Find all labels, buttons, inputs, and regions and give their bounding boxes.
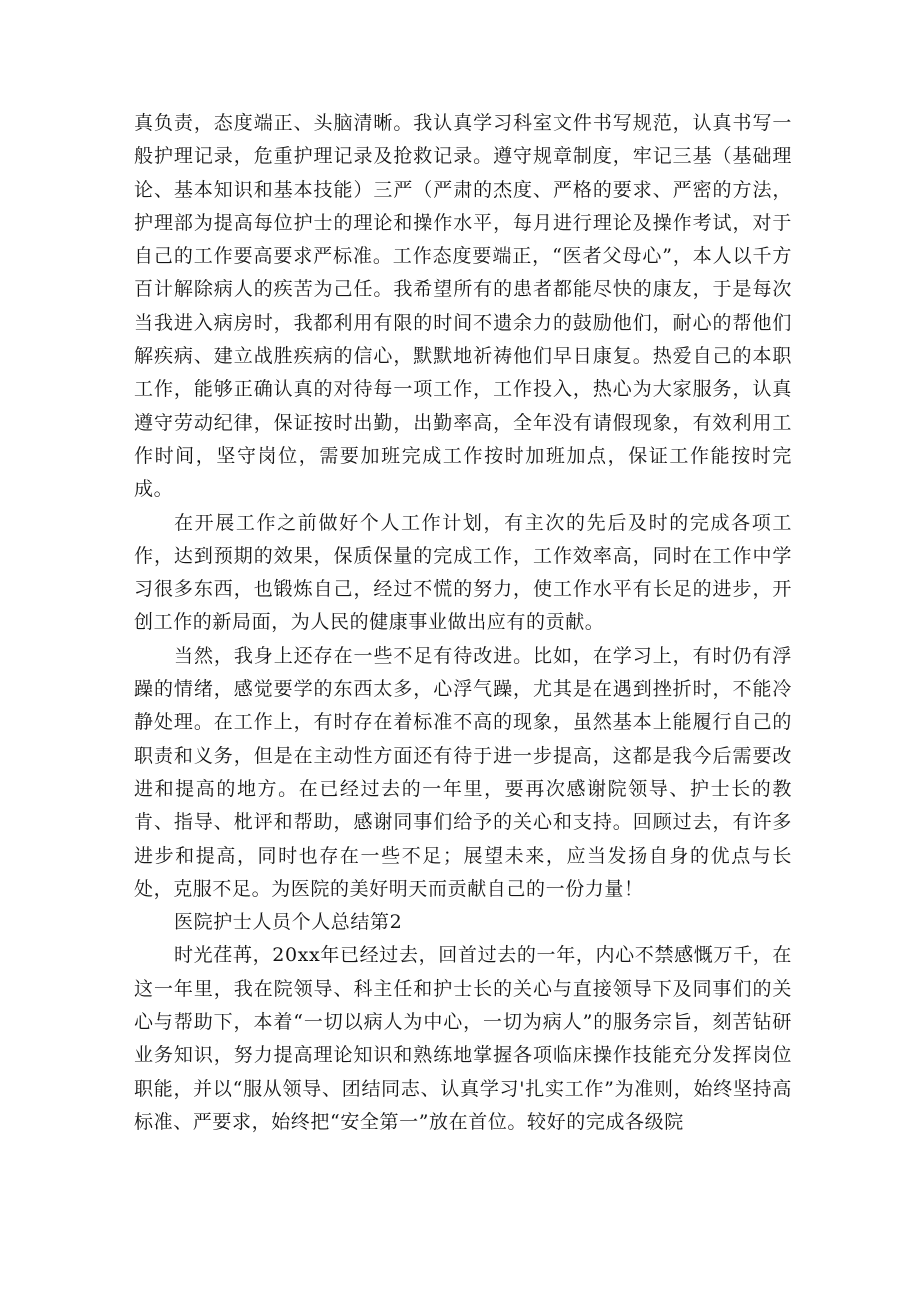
body-paragraph-1: 真负责，态度端正、头脑清晰。我认真学习科室文件书写规范，认真书写一般护理记录，危重护理记录及抢救记录。遵守规章制度，牢记三基（基础理论、基本知识和基本技能）三严（严肃的杰度、严格的要求、严密的方法，护理部为提高每位护士的理论和操作水平，每月进行理论及操作考试，对于自己的工作要高要求严标准。工作态度要端正，“医者父母心”，本人以千方百计解除病人的疾苦为己任。我希望所有的患者都能尽快的康友，于是每次当我进入病房时，我都利用有限的时间不遗余力的鼓励他们，耐心的帮他们解疾病、建立战胜疾病的信心，默默地祈祷他们早日康复。热爱自己的本职工作，能够正确认真的对待每一项工作，工作投入，热心为大家服务，认真遵守劳动纪律，保证按时出勤，出勤率高，全年没有请假现象，有效利用工作时间，坚守岗位，需要加班完成工作按时加班加点，保证工作能按时完成。 bbox=[134, 112, 792, 501]
body-paragraph-3: 当然，我身上还存在一些不足有待改进。比如，在学习上，有时仍有浮躁的情绪，感觉要学的东西太多，心浮气躁，尤其是在遇到挫折时，不能冷静处理。在工作上，有时存在着标准不高的现象，虽然基本上能履行自己的职责和义务，但是在主动性方面还有待于进一步提高，这都是我今后需要改进和提高的地方。在已经过去的一年里，要再次感谢院领导、护士长的教肯、指导、枇评和帮助，感谢同事们给予的关心和支持。回顾过去，有许多进步和提高，同时也存在一些不足；展望未来，应当发扬自身的优点与长处，克服不足。为医院的美好明天而贡献自己的一份力量！ bbox=[134, 644, 792, 900]
section-heading: 医院护士人员个人总结第2 bbox=[174, 911, 403, 934]
section-paragraph: 时光荏苒，20xx年已经过去，回首过去的一年，内心不禁感慨万千，在这一年里，我在院领导、科主任和护士长的关心与直接领导下及同事们的关心与帮助下，本着“一切以病人为中心，一切为病人”的服务宗旨，刻苦钻研业务知识，努力提高理论知识和熟练地掌握各项临床操作技能充分发挥岗位职能，并以“服从领导、团结同志、认真学习'扎实工作”为准则，始终坚持高标准、严要求，始终把“安全第一”放在首位。较好的完成各级院 bbox=[134, 944, 792, 1133]
body-paragraph-2: 在开展工作之前做好个人工作计划，有主次的先后及时的完成各项工作，达到预期的效果，保质保量的完成工作，工作效率高，同时在工作中学习很多东西，也锻炼自己，经过不慌的努力，使工作水平有长足的进步，开创工作的新局面，为人民的健康事业做出应有的贡献。 bbox=[134, 511, 792, 634]
document-page bbox=[134, 107, 792, 1139]
